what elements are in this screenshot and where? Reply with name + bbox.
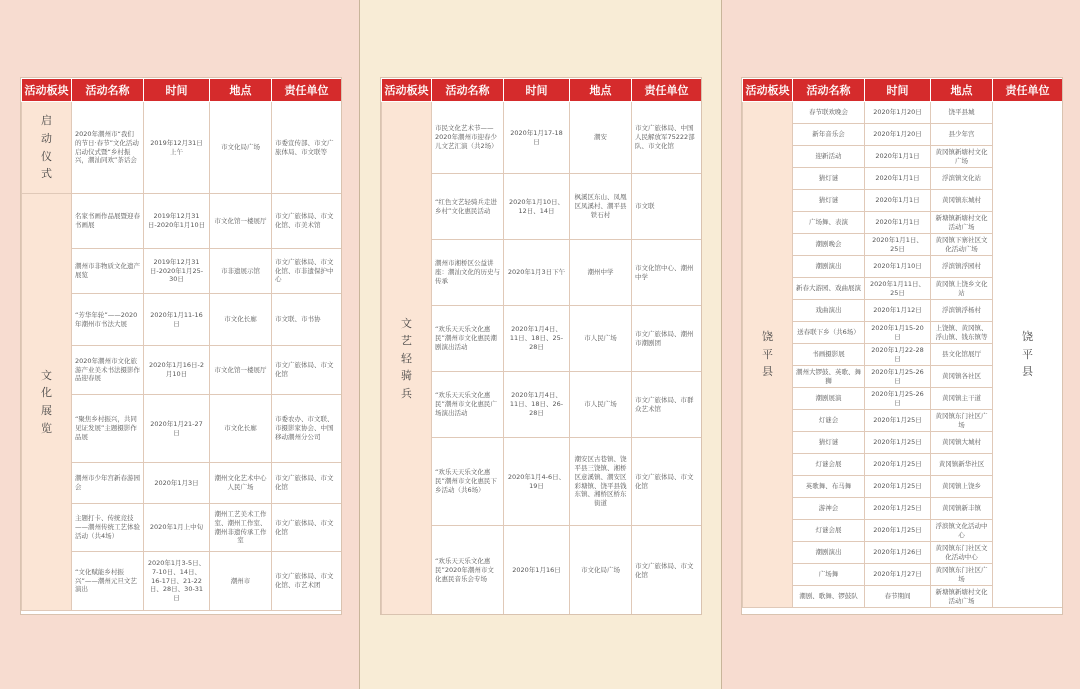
header-category: 活动板块 — [743, 79, 793, 102]
activity-name: 迎新活动 — [793, 146, 865, 168]
activity-name: 潮剧演出 — [793, 542, 865, 564]
header-place: 地点 — [931, 79, 993, 102]
activity-time: 2020年1月25日 — [865, 520, 931, 542]
activity-place: 新塘镇新塘村文化活动广场 — [931, 586, 993, 608]
header-category: 活动板块 — [382, 79, 432, 102]
category-cell-label: 饶平县 — [762, 330, 773, 379]
activity-place: 饶平县城 — [931, 102, 993, 124]
activity-unit: 市委农办、市文联、市摄影家协会、中国移动潮州分公司 — [272, 395, 342, 463]
category-cell-label: 文艺轻骑兵 — [401, 316, 412, 400]
table-header-row — [743, 79, 1063, 102]
activity-name: 2020年潮州市“我们的节日·春节”文化活动启动仪式暨“乡村振兴，潮汕同欢”茶话会 — [72, 102, 144, 194]
table-row — [22, 194, 342, 249]
activity-name: 广场舞 — [793, 564, 865, 586]
activity-time: 2020年1月1日、25日 — [865, 234, 931, 256]
activity-name: “文化赋能乡村振兴”——潮州元旦文艺演出 — [72, 552, 144, 611]
activity-time: 2020年1月25日 — [865, 410, 931, 432]
header-unit: 责任单位 — [632, 79, 702, 102]
activity-place: 潮州工艺美术工作室、潮州工作室、潮州非遗传承工作室 — [210, 504, 272, 552]
activity-unit: 市文广旅体局、市文化馆 — [632, 526, 702, 616]
header-activity: 活动名称 — [432, 79, 504, 102]
header-unit: 责任单位 — [272, 79, 342, 102]
activity-place: 黄冈镇新华社区 — [931, 454, 993, 476]
activity-name: 新年音乐会 — [793, 124, 865, 146]
activity-name: 猜灯谜 — [793, 168, 865, 190]
activity-place: 市文化局广场 — [570, 526, 632, 616]
activity-time: 2020年1月21-27日 — [144, 395, 210, 463]
activity-name: 新春大游园、戏曲展演 — [793, 278, 865, 300]
header-time: 时间 — [144, 79, 210, 102]
activity-place: 市文化长廊 — [210, 294, 272, 346]
activity-unit: 市文广旅体局、市文化馆、市艺术团 — [272, 552, 342, 611]
activity-place: 市人民广场 — [570, 306, 632, 372]
activity-unit: 市文广旅体局、市文化馆 — [272, 463, 342, 504]
activity-name: 书画摄影展 — [793, 344, 865, 366]
activity-time: 2020年1月11日、25日 — [865, 278, 931, 300]
activity-name: 潮剧展演 — [793, 388, 865, 410]
activity-name: “欢乐天天乐文化惠民”2020年潮州市文化惠民音乐会专场 — [432, 526, 504, 616]
activity-time: 2020年1月25日 — [865, 454, 931, 476]
activity-time: 2020年1月4日、11日、18日、26-28日 — [504, 372, 570, 438]
header-time: 时间 — [504, 79, 570, 102]
activity-place: 黄冈镇大城村 — [931, 432, 993, 454]
activity-time: 2020年1月22-28日 — [865, 344, 931, 366]
activity-place: 黄冈镇东门社区文化活动中心 — [931, 542, 993, 564]
activity-place: 潮州市 — [210, 552, 272, 611]
activity-time: 2020年1月20日 — [865, 102, 931, 124]
activity-place: 浮滨镇浮杨村 — [931, 300, 993, 322]
activity-place: 浮滨镇浮园村 — [931, 256, 993, 278]
activity-name: 潮剧演出 — [793, 256, 865, 278]
activity-name: 潮州大锣鼓、英歌、舞狮 — [793, 366, 865, 388]
header-time: 时间 — [865, 79, 931, 102]
activity-place: 县文化馆展厅 — [931, 344, 993, 366]
activity-unit: 市文广旅体局、中国人民解放军75222部队、市文化馆 — [632, 102, 702, 174]
activity-unit: 市文广旅体局、潮州市潮剧团 — [632, 306, 702, 372]
activity-unit: 市文广旅体局、市文化馆 — [632, 438, 702, 526]
activity-time: 2020年1月16日-2月10日 — [144, 346, 210, 395]
activity-time: 2020年1月16日 — [504, 526, 570, 616]
activity-place: 黄冈镇东城村 — [931, 190, 993, 212]
category-cell — [22, 194, 72, 611]
activity-place: 浮滨镇文化活动中心 — [931, 520, 993, 542]
schedule-table-2 — [381, 78, 702, 615]
activity-place: 市文化长廊 — [210, 395, 272, 463]
activity-time: 2020年1月15-20日 — [865, 322, 931, 344]
header-activity: 活动名称 — [72, 79, 144, 102]
activity-place: 黄冈镇上饶乡文化站 — [931, 278, 993, 300]
activity-time: 春节期间 — [865, 586, 931, 608]
activity-unit: 市文化馆中心、潮州中学 — [632, 240, 702, 306]
activity-place: 黄冈镇新丰镇 — [931, 498, 993, 520]
activity-unit: 市文广旅体局、市文化馆、市非遗保护中心 — [272, 249, 342, 294]
activity-unit: 市文联 — [632, 174, 702, 240]
table-row — [743, 102, 1063, 124]
header-place: 地点 — [570, 79, 632, 102]
schedule-table-1 — [21, 78, 342, 611]
category-cell — [382, 102, 432, 616]
activity-name: 潮剧晚会 — [793, 234, 865, 256]
activity-place: 市人民广场 — [570, 372, 632, 438]
activity-place: 市文化馆一楼展厅 — [210, 346, 272, 395]
activity-unit: 市文广旅体局、市文化馆 — [272, 346, 342, 395]
activity-time: 2020年1月11-16日 — [144, 294, 210, 346]
category-cell-label: 启动仪式 — [41, 114, 52, 181]
table-row — [22, 102, 342, 194]
activity-place: 新塘镇新塘村文化活动广场 — [931, 212, 993, 234]
activity-place: 枫溪区东山、凤凰区凤溪村、潮平县铁石村 — [570, 174, 632, 240]
activity-place: 黄冈镇上饶乡 — [931, 476, 993, 498]
activity-name: 潮剧、歌舞、锣鼓队 — [793, 586, 865, 608]
activity-name: “欢乐天天乐文化惠民”潮州市文化惠民下乡活动（共6场） — [432, 438, 504, 526]
schedule-panel-3 — [741, 77, 1063, 615]
schedule-table-3 — [742, 78, 1063, 608]
activity-time: 2020年1月4日、11日、18日、25-28日 — [504, 306, 570, 372]
table-header-row — [22, 79, 342, 102]
activity-time: 2020年1月25日 — [865, 498, 931, 520]
activity-place: 上饶镇、黄冈镇、浮山镇、钱东镇等 — [931, 322, 993, 344]
activity-time: 2020年1月1日 — [865, 212, 931, 234]
activity-name: “聚焦乡村振兴，共同见证发展”主题摄影作品展 — [72, 395, 144, 463]
activity-time: 2020年1月12日 — [865, 300, 931, 322]
activity-name: 戏曲演出 — [793, 300, 865, 322]
activity-name: “芳华年轮”——2020年潮州市书法大展 — [72, 294, 144, 346]
category-cell-label: 文化展览 — [41, 368, 52, 435]
activity-time: 2020年1月3日 — [144, 463, 210, 504]
column-divider — [721, 0, 722, 689]
activity-unit: 市文联、市书协 — [272, 294, 342, 346]
table-header-row — [382, 79, 702, 102]
activity-place: 黄冈镇下寨社区文化活动广场 — [931, 234, 993, 256]
responsible-unit-cell — [993, 102, 1063, 608]
activity-time: 2020年1月1日 — [865, 146, 931, 168]
activity-name: “红色文艺轻骑兵走进乡村”文化惠民活动 — [432, 174, 504, 240]
activity-name: 送春联下乡（共6场） — [793, 322, 865, 344]
activity-place: 潮安区古巷镇、饶平县三饶镇、湘桥区意溪镇、潮安区彩塘镇、饶平县钱东镇、湘桥区桥东街道 — [570, 438, 632, 526]
activity-time: 2020年1月27日 — [865, 564, 931, 586]
schedule-panel-1 — [20, 77, 342, 615]
activity-name: “欢乐天天乐文化惠民”潮州市文化惠民广场演出活动 — [432, 372, 504, 438]
activity-unit: 市委宣传部、市文广旅体局、市文联等 — [272, 102, 342, 194]
activity-time: 2020年1月3日下午 — [504, 240, 570, 306]
activity-name: 主题打卡、传统竞技——潮州传统工艺体验活动（共4场） — [72, 504, 144, 552]
activity-place: 黄冈镇东门社区广场 — [931, 410, 993, 432]
activity-name: 2020年潮州市文化旅游产业美术书法摄影作品迎春展 — [72, 346, 144, 395]
responsible-unit-cell-label: 饶平县 — [1022, 330, 1033, 379]
activity-unit: 市文广旅体局、市群众艺术馆 — [632, 372, 702, 438]
activity-name: 猜灯谜 — [793, 190, 865, 212]
category-cell — [743, 102, 793, 608]
activity-place: 浮滨镇文化站 — [931, 168, 993, 190]
activity-name: 猜灯谜 — [793, 432, 865, 454]
activity-place: 黄冈镇主干道 — [931, 388, 993, 410]
column-divider — [359, 0, 360, 689]
activity-name: 潮州市湘桥区公益讲座：潮汕文化的历史与传承 — [432, 240, 504, 306]
activity-name: 潮州市少年宫新春游园会 — [72, 463, 144, 504]
activity-name: 灯谜会展 — [793, 520, 865, 542]
activity-place: 黄冈镇东门社区广场 — [931, 564, 993, 586]
activity-place: 潮安 — [570, 102, 632, 174]
activity-unit: 市文广旅体局、市文化馆 — [272, 504, 342, 552]
activity-time: 2020年1月4-6日、19日 — [504, 438, 570, 526]
table-row — [382, 102, 702, 174]
activity-time: 2020年1月20日 — [865, 124, 931, 146]
activity-time: 2020年1月10日 — [865, 256, 931, 278]
activity-name: 名家书画作品展暨迎春书画展 — [72, 194, 144, 249]
activity-time: 2020年1月26日 — [865, 542, 931, 564]
activity-time: 2020年1月1日 — [865, 190, 931, 212]
activity-time: 2019年12月31日上午 — [144, 102, 210, 194]
activity-place: 黄冈镇各社区 — [931, 366, 993, 388]
activity-time: 2020年1月3-5日、7-10日、14日、16-17日、21-22日、28日、30-31日 — [144, 552, 210, 611]
activity-name: 春节联欢晚会 — [793, 102, 865, 124]
activity-time: 2019年12月31日-2020年1月25-30日 — [144, 249, 210, 294]
activity-place: 市非遗展示馆 — [210, 249, 272, 294]
activity-place: 市文化局广场 — [210, 102, 272, 194]
header-activity: 活动名称 — [793, 79, 865, 102]
header-unit: 责任单位 — [993, 79, 1063, 102]
activity-time: 2020年1月1日 — [865, 168, 931, 190]
activity-time: 2020年1月25日 — [865, 432, 931, 454]
activity-unit: 市文广旅体局、市文化馆、市美术馆 — [272, 194, 342, 249]
activity-name: 潮州市非物质文化遗产展览 — [72, 249, 144, 294]
activity-place: 黄冈镇新塘村文化广场 — [931, 146, 993, 168]
category-cell — [22, 102, 72, 194]
activity-place: 潮州中学 — [570, 240, 632, 306]
activity-name: 游神会 — [793, 498, 865, 520]
activity-name: 广场舞、表演 — [793, 212, 865, 234]
activity-name: 英歌舞、布马舞 — [793, 476, 865, 498]
activity-time: 2020年1月10日、12日、14日 — [504, 174, 570, 240]
activity-time: 2020年1月25-26日 — [865, 366, 931, 388]
activity-time: 2020年1月25-26日 — [865, 388, 931, 410]
header-place: 地点 — [210, 79, 272, 102]
activity-place: 市文化馆一楼展厅 — [210, 194, 272, 249]
activity-time: 2020年1月上中旬 — [144, 504, 210, 552]
activity-place: 潮州文化艺术中心人民广场 — [210, 463, 272, 504]
activity-place: 县少年宫 — [931, 124, 993, 146]
schedule-panel-2 — [380, 77, 702, 615]
activity-name: 灯谜会 — [793, 410, 865, 432]
activity-time: 2020年1月25日 — [865, 476, 931, 498]
activity-time: 2019年12月31日-2020年1月10日 — [144, 194, 210, 249]
header-category: 活动板块 — [22, 79, 72, 102]
activity-name: “欢乐天天乐文化惠民”潮州市文化惠民潮剧演出活动 — [432, 306, 504, 372]
activity-name: 市民文化艺术节——2020年潮州市迎春少儿文艺汇演（共2场） — [432, 102, 504, 174]
activity-name: 灯谜会展 — [793, 454, 865, 476]
activity-time: 2020年1月17-18日 — [504, 102, 570, 174]
